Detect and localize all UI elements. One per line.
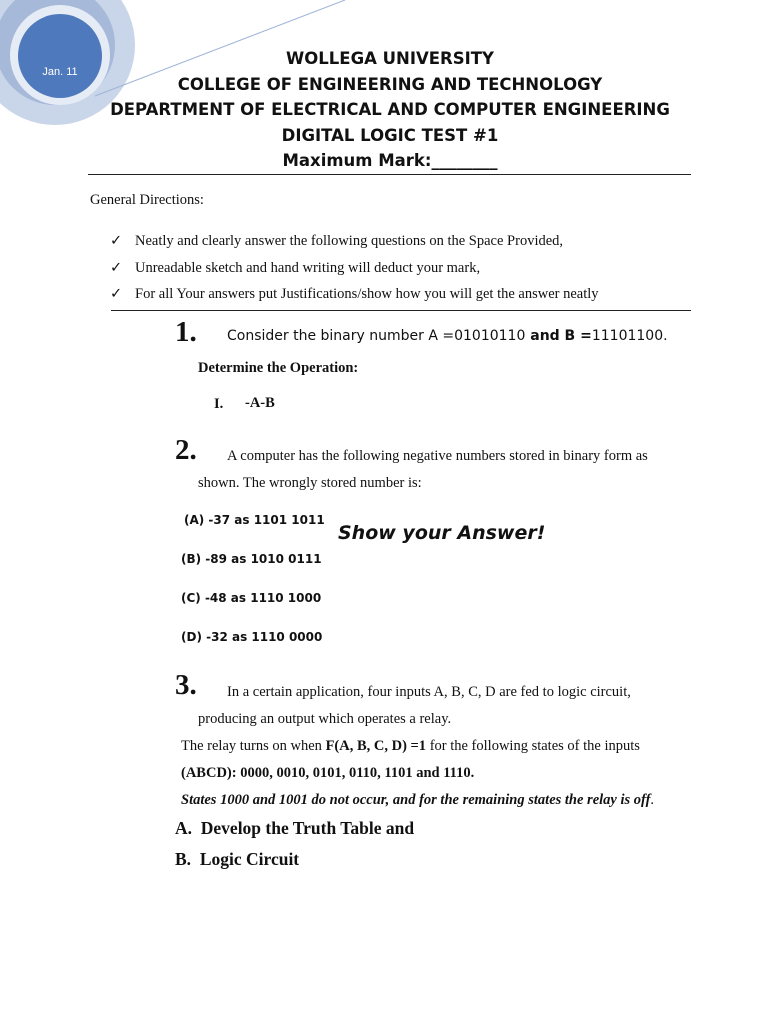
directions-list bbox=[110, 228, 599, 308]
list-item: ✓ Neatly and clearly answer the following questions on the Space Provided, bbox=[110, 228, 599, 255]
list-item: ✓ Unreadable sketch and hand writing will deduct your mark, bbox=[110, 255, 599, 282]
document-header bbox=[80, 46, 700, 174]
question-3-line-4: (ABCD): 0000, 0010, 0101, 0110, 1101 and 1110. bbox=[181, 765, 475, 781]
option-d: (D) -32 as 1110 0000 bbox=[181, 630, 323, 644]
college-name: COLLEGE OF ENGINEERING AND TECHNOLOGY bbox=[177, 74, 603, 94]
question-1-item-text: -A-B bbox=[245, 395, 275, 411]
check-icon: ✓ bbox=[110, 233, 123, 249]
check-icon: ✓ bbox=[110, 286, 123, 302]
task-b: B. Logic Circuit bbox=[175, 849, 300, 869]
university-name: WOLLEGA UNIVERSITY bbox=[286, 49, 494, 68]
task-a: A. Develop the Truth Table and bbox=[175, 818, 415, 838]
check-icon: ✓ bbox=[110, 259, 123, 276]
binary-a-value: 01010110 bbox=[454, 328, 526, 344]
question-3-number: 3. bbox=[175, 669, 197, 701]
list-item: ✓ For all Your answers put Justifications/show how you will get the answer neatly bbox=[110, 281, 599, 308]
option-c: (C) -48 as 1110 1000 bbox=[181, 591, 322, 605]
department-name: DEPARTMENT OF ELECTRICAL AND COMPUTER ENGINEERING bbox=[110, 100, 670, 119]
show-answer-note: Show your Answer! bbox=[338, 522, 546, 544]
max-mark: Maximum Mark:________ bbox=[282, 151, 498, 170]
question-1-subheading: Determine the Operation: bbox=[198, 360, 359, 376]
test-title: DIGITAL LOGIC TEST #1 bbox=[281, 125, 499, 145]
question-3-line-1: In a certain application, four inputs A, B, C, D are fed to logic circuit, bbox=[227, 684, 631, 700]
date-badge-text: Jan. 11 bbox=[42, 66, 78, 78]
header-divider bbox=[88, 174, 691, 175]
question-1-number: 1. bbox=[175, 316, 197, 348]
binary-b-value: 11101100 bbox=[591, 328, 664, 344]
question-2-line-2: shown. The wrongly stored number is: bbox=[198, 475, 422, 491]
directions-divider bbox=[111, 310, 691, 311]
question-2-number: 2. bbox=[175, 434, 197, 466]
directions-title: General Directions: bbox=[90, 192, 204, 208]
question-1-text: Consider the binary number A =01010110 and B =11101100. bbox=[227, 328, 668, 344]
question-2-line-1: A computer has the following negative numbers stored in binary form as bbox=[227, 448, 648, 464]
question-3-line-2: producing an output which operates a relay. bbox=[198, 711, 452, 727]
option-a: (A) -37 as 1101 1011 bbox=[184, 513, 325, 527]
question-3-line-5: States 1000 and 1001 do not occur, and for the remaining states the relay is off. bbox=[181, 792, 655, 808]
option-b: (B) -89 as 1010 0111 bbox=[181, 552, 322, 566]
question-3-line-3: The relay turns on when F(A, B, C, D) =1 for the following states of the inputs bbox=[181, 738, 640, 754]
question-1-item-label: I. bbox=[214, 396, 224, 412]
